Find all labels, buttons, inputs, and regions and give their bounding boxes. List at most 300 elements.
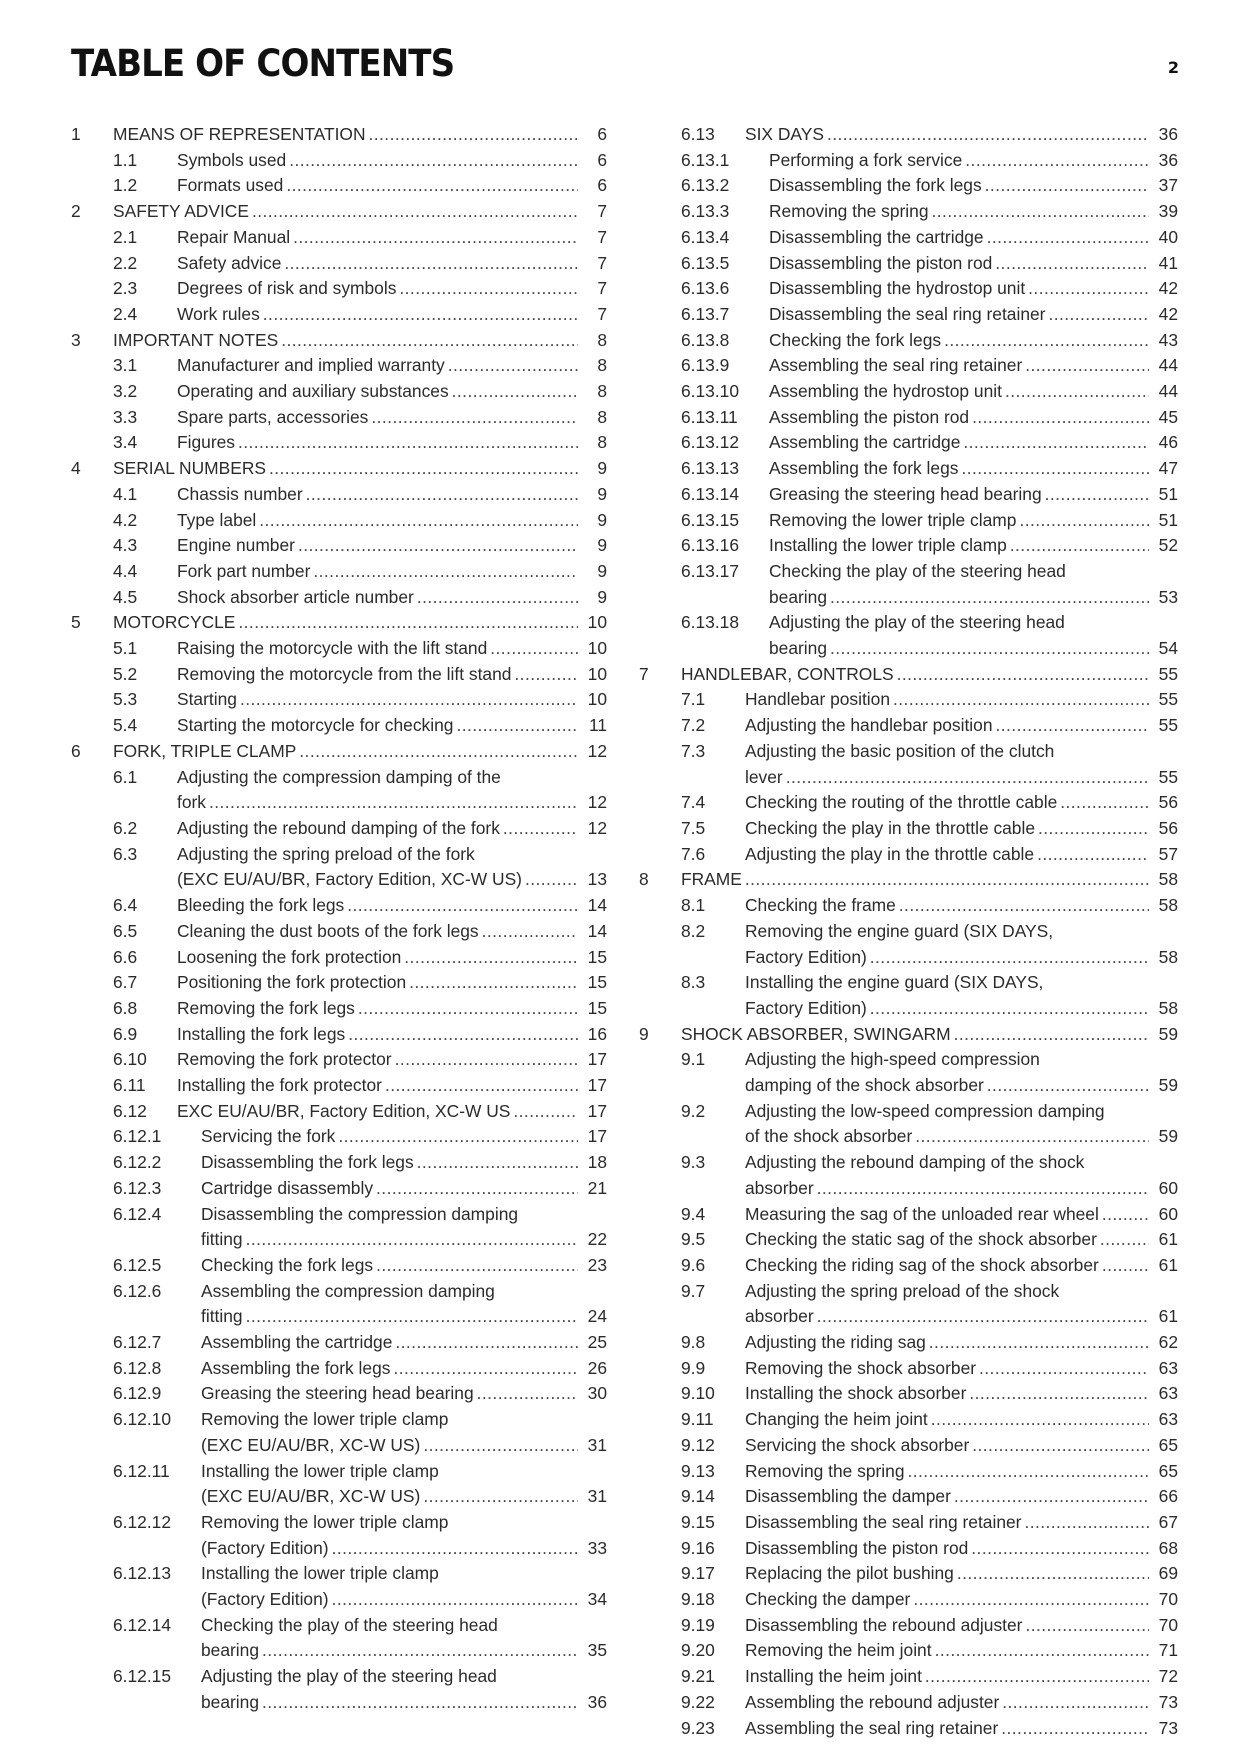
toc-entry[interactable]: [639, 533, 1178, 559]
toc-entry[interactable]: [71, 353, 607, 379]
toc-entry-page: 59: [1158, 1023, 1178, 1044]
toc-entry-title: Factory Edition): [745, 997, 867, 1018]
toc-entry[interactable]: [639, 687, 1178, 713]
toc-entry-page: 73: [1158, 1691, 1178, 1712]
dot-leader: [786, 765, 1149, 791]
dot-leader: [409, 970, 578, 996]
dot-leader: [1045, 482, 1149, 508]
toc-entry-page: 60: [1158, 1203, 1178, 1224]
toc-entry[interactable]: [639, 1253, 1178, 1279]
toc-entry-title: Cartridge disassembly: [201, 1177, 374, 1198]
toc-entry-page: 59: [1158, 1075, 1178, 1096]
toc-entry[interactable]: [639, 122, 1178, 148]
toc-entry-title: Removing the shock absorber: [745, 1357, 977, 1378]
dot-leader: [393, 1356, 578, 1382]
toc-entry-number: 9.2: [681, 1100, 706, 1121]
dot-leader: [262, 1690, 578, 1716]
toc-entry[interactable]: [71, 842, 607, 893]
toc-entry[interactable]: [71, 456, 607, 482]
toc-entry[interactable]: [639, 276, 1178, 302]
toc-entry[interactable]: [71, 636, 607, 662]
toc-entry-title: Engine number: [177, 535, 295, 556]
toc-entry[interactable]: [639, 816, 1178, 842]
toc-entry[interactable]: [71, 379, 607, 405]
toc-entry[interactable]: [639, 1356, 1178, 1382]
toc-entry[interactable]: [71, 919, 607, 945]
toc-entry[interactable]: [71, 1253, 607, 1279]
toc-entry-title: Disassembling the piston rod: [745, 1537, 969, 1558]
toc-entry[interactable]: [639, 1638, 1178, 1664]
toc-entry[interactable]: [71, 585, 607, 611]
toc-entry[interactable]: [639, 1690, 1178, 1716]
toc-entry[interactable]: [71, 1407, 607, 1458]
toc-entry-title: Removing the fork protector: [177, 1049, 392, 1070]
toc-entry[interactable]: [71, 1561, 607, 1612]
toc-entry[interactable]: [71, 1099, 607, 1125]
toc-entry-page: 63: [1158, 1409, 1178, 1430]
toc-entry[interactable]: [639, 1433, 1178, 1459]
toc-entry[interactable]: [639, 1381, 1178, 1407]
toc-entry-number: 8.2: [681, 920, 706, 941]
toc-entry-number: 6.2: [113, 817, 138, 838]
toc-entry-title: Greasing the steering head bearing: [769, 483, 1042, 504]
dot-leader: [954, 1484, 1149, 1510]
toc-entry[interactable]: [71, 662, 607, 688]
toc-entry[interactable]: [639, 1561, 1178, 1587]
toc-entry[interactable]: [71, 1664, 607, 1715]
dot-leader: [313, 559, 578, 585]
toc-entry[interactable]: [639, 430, 1178, 456]
toc-entry[interactable]: [639, 790, 1178, 816]
dot-leader: [289, 148, 578, 174]
toc-entry[interactable]: [639, 1047, 1178, 1098]
dot-leader: [1019, 508, 1149, 534]
toc-entry-title: Assembling the fork legs: [201, 1357, 391, 1378]
toc-entry-title: Adjusting the high-speed compression: [745, 1049, 1040, 1070]
toc-entry-title: Assembling the compression damping: [201, 1280, 495, 1301]
toc-entry-page: 10: [587, 638, 607, 659]
toc-entry-page: 40: [1158, 226, 1178, 247]
toc-entry-title: SIX DAYS: [745, 124, 824, 144]
toc-entry-title: Work rules: [177, 303, 260, 324]
toc-entry-title: bearing: [201, 1640, 260, 1661]
dot-leader: [870, 996, 1149, 1022]
toc-entry-title: (Factory Edition): [201, 1537, 329, 1558]
toc-entry-page: 45: [1158, 406, 1178, 427]
toc-entry[interactable]: [71, 328, 607, 354]
toc-entry-title: Disassembling the damper: [745, 1486, 951, 1507]
toc-entry-page: 13: [587, 869, 607, 890]
dot-leader: [1024, 1510, 1149, 1536]
dot-leader: [969, 1381, 1149, 1407]
toc-entry[interactable]: [71, 1279, 607, 1330]
toc-entry-title: Bleeding the fork legs: [177, 895, 345, 916]
toc-entry-page: 6: [597, 124, 607, 144]
toc-entry-title: Changing the heim joint: [745, 1409, 928, 1430]
toc-entry[interactable]: [639, 1022, 1178, 1048]
toc-entry[interactable]: [639, 225, 1178, 251]
toc-entry-page: 9: [597, 483, 607, 504]
dot-leader: [979, 1356, 1149, 1382]
toc-entry[interactable]: [71, 276, 607, 302]
toc-entry-number: 9.10: [681, 1383, 715, 1404]
dot-leader: [238, 430, 578, 456]
toc-entry-title: Checking the fork legs: [769, 329, 942, 350]
toc-entry-title: Assembling the rebound adjuster: [745, 1691, 1000, 1712]
toc-entry-title: SHOCK ABSORBER, SWINGARM: [681, 1023, 951, 1044]
toc-entry[interactable]: [71, 1202, 607, 1253]
toc-entry[interactable]: [639, 173, 1178, 199]
toc-entry[interactable]: [639, 1407, 1178, 1433]
toc-entry-title: Manufacturer and implied warranty: [177, 355, 445, 376]
toc-entry[interactable]: [639, 842, 1178, 868]
toc-entry-page: 34: [587, 1589, 607, 1610]
dot-leader: [1025, 353, 1149, 379]
toc-entry[interactable]: [639, 1202, 1178, 1228]
page-title: TABLE OF CONTENTS: [71, 42, 455, 85]
toc-entry-page: 26: [587, 1357, 607, 1378]
toc-entry-title: Replacing the pilot bushing: [745, 1563, 954, 1584]
dot-leader: [246, 1304, 578, 1330]
toc-entry-number: 9.3: [681, 1152, 706, 1173]
dot-leader: [417, 1150, 578, 1176]
toc-entry[interactable]: [639, 456, 1178, 482]
toc-entry-page: 17: [587, 1075, 607, 1096]
toc-entry-page: 51: [1158, 509, 1178, 530]
toc-entry[interactable]: [71, 1176, 607, 1202]
toc-entry-number: 6.12.14: [113, 1614, 172, 1635]
toc-entry[interactable]: [639, 893, 1178, 919]
toc-entry-number: 6.12: [113, 1100, 147, 1121]
toc-entry[interactable]: [639, 1099, 1178, 1150]
toc-entry[interactable]: [71, 1510, 607, 1561]
dot-leader: [332, 1587, 578, 1613]
toc-entry-title: Checking the fork legs: [201, 1254, 374, 1275]
toc-entry[interactable]: [639, 251, 1178, 277]
toc-entry-page: 36: [1158, 124, 1178, 144]
toc-entry-page: 14: [587, 920, 607, 941]
toc-entry-number: 6.13.3: [681, 201, 730, 222]
toc-entry-title: Operating and auxiliary substances: [177, 381, 449, 402]
toc-entry[interactable]: [71, 713, 607, 739]
toc-entry[interactable]: [71, 533, 607, 559]
toc-entry[interactable]: [71, 687, 607, 713]
toc-entry-page: 70: [1158, 1589, 1178, 1610]
toc-entry-title: lever: [745, 766, 783, 787]
toc-entry[interactable]: [71, 893, 607, 919]
dot-leader: [972, 405, 1149, 431]
toc-entry[interactable]: [71, 1124, 607, 1150]
toc-entry[interactable]: [639, 482, 1178, 508]
toc-entry-number: 6.12.8: [113, 1357, 162, 1378]
toc-entry[interactable]: [71, 816, 607, 842]
toc-entry-title: Checking the play of the steering head: [769, 560, 1066, 581]
dot-leader: [1005, 379, 1149, 405]
toc-entry-page: 65: [1158, 1460, 1178, 1481]
toc-entry-page: 8: [597, 406, 607, 427]
toc-entry-number: 3.2: [113, 381, 138, 402]
toc-entry-title: absorber: [745, 1177, 814, 1198]
toc-entry-title: Assembling the piston rod: [769, 406, 970, 427]
toc-entry-page: 65: [1158, 1434, 1178, 1455]
toc-entry[interactable]: [71, 430, 607, 456]
toc-entry[interactable]: [71, 765, 607, 816]
toc-entry[interactable]: [639, 1227, 1178, 1253]
page-number: 2: [1167, 58, 1179, 77]
toc-entry-page: 70: [1158, 1614, 1178, 1635]
toc-entry-page: 57: [1158, 843, 1178, 864]
toc-entry[interactable]: [71, 610, 607, 636]
dot-leader: [514, 662, 578, 688]
toc-entry[interactable]: [639, 302, 1178, 328]
dot-leader: [965, 148, 1149, 174]
toc-entry[interactable]: [639, 739, 1178, 790]
toc-entry-page: 16: [587, 1023, 607, 1044]
toc-entry[interactable]: [71, 1356, 607, 1382]
toc-entry-number: 6.9: [113, 1023, 138, 1044]
dot-leader: [915, 1124, 1149, 1150]
toc-entry-title: Factory Edition): [745, 946, 867, 967]
toc-entry-page: 8: [597, 329, 607, 350]
toc-entry[interactable]: [639, 199, 1178, 225]
toc-entry[interactable]: [71, 302, 607, 328]
toc-entry-number: 4.5: [113, 586, 138, 607]
toc-entry[interactable]: [71, 739, 607, 765]
toc-entry[interactable]: [639, 662, 1178, 688]
toc-entry-title: Servicing the shock absorber: [745, 1434, 970, 1455]
toc-entry-title: Starting the motorcycle for checking: [177, 715, 454, 736]
toc-entry[interactable]: [639, 1279, 1178, 1330]
toc-entry-title: absorber: [745, 1306, 814, 1327]
toc-entry-page: 33: [587, 1537, 607, 1558]
toc-entry-number: 6.1: [113, 766, 138, 787]
toc-entry-number: 2.1: [113, 226, 138, 247]
toc-entry-title: Disassembling the hydrostop unit: [769, 278, 1026, 299]
toc-entry[interactable]: [71, 1330, 607, 1356]
toc-entry-number: 6.13.13: [681, 458, 740, 479]
toc-entry[interactable]: [639, 1613, 1178, 1639]
toc-entry-title: Servicing the fork: [201, 1126, 336, 1147]
toc-entry-number: 6.12.9: [113, 1383, 162, 1404]
dot-leader: [1002, 1690, 1149, 1716]
toc-entry-title: Checking the damper: [745, 1589, 911, 1610]
toc-entry-number: 6.13.10: [681, 381, 740, 402]
dot-leader: [913, 1587, 1149, 1613]
toc-entry-title: Installing the fork legs: [177, 1023, 346, 1044]
toc-entry[interactable]: [71, 225, 607, 251]
dot-leader: [209, 790, 578, 816]
toc-entry-number: 4.4: [113, 560, 138, 581]
dot-leader: [963, 430, 1149, 456]
dot-leader: [404, 945, 578, 971]
toc-entry-number: 9.15: [681, 1511, 715, 1532]
toc-entry-number: 6.10: [113, 1049, 147, 1070]
toc-entry[interactable]: [71, 122, 607, 148]
toc-entry[interactable]: [71, 199, 607, 225]
toc-entry-page: 58: [1158, 997, 1178, 1018]
toc-entry-title: SERIAL NUMBERS: [113, 458, 267, 479]
toc-entry[interactable]: [639, 1664, 1178, 1690]
toc-entry-page: 55: [1158, 663, 1178, 684]
toc-entry-title: Disassembling the seal ring retainer: [745, 1511, 1022, 1532]
toc-entry-number: 9.21: [681, 1666, 715, 1687]
toc-entry[interactable]: [639, 353, 1178, 379]
toc-entry[interactable]: [71, 970, 607, 996]
toc-entry-page: 59: [1158, 1126, 1178, 1147]
dot-leader: [259, 508, 578, 534]
toc-entry-number: 6.12.11: [113, 1460, 170, 1481]
toc-entry-page: 7: [597, 278, 607, 299]
toc-entry-title: Removing the lower triple clamp: [769, 509, 1017, 530]
toc-entry-page: 63: [1158, 1357, 1178, 1378]
toc-entry[interactable]: [71, 1613, 607, 1664]
dot-leader: [961, 456, 1149, 482]
toc-entry[interactable]: [639, 379, 1178, 405]
toc-entry-number: 3.3: [113, 406, 138, 427]
toc-entry-number: 5: [71, 612, 81, 633]
toc-entry-number: 4.2: [113, 509, 138, 530]
toc-entry[interactable]: [71, 251, 607, 277]
toc-entry[interactable]: [71, 1022, 607, 1048]
toc-entry-title: Installing the heim joint: [745, 1666, 922, 1687]
dot-leader: [246, 1227, 578, 1253]
toc-entry[interactable]: [639, 1716, 1178, 1742]
toc-entry-title: Cleaning the dust boots of the fork legs: [177, 920, 479, 941]
toc-entry-page: 54: [1158, 638, 1178, 659]
dot-leader: [376, 1176, 578, 1202]
toc-column-right: [639, 122, 1178, 1741]
toc-entry-number: 9.8: [681, 1332, 706, 1353]
toc-entry[interactable]: [71, 1150, 607, 1176]
toc-entry-page: 73: [1158, 1717, 1178, 1738]
toc-entry[interactable]: [639, 148, 1178, 174]
toc-entry-title: Figures: [177, 432, 235, 453]
dot-leader: [925, 1664, 1149, 1690]
dot-leader: [1102, 1253, 1149, 1279]
dot-leader: [338, 1124, 578, 1150]
toc-entry-page: 42: [1158, 278, 1178, 299]
toc-entry-page: 42: [1158, 303, 1178, 324]
toc-entry-number: 6.13.1: [681, 149, 730, 170]
toc-entry[interactable]: [71, 1381, 607, 1407]
toc-entry-title: fitting: [201, 1306, 243, 1327]
toc-entry-number: 6.13.8: [681, 329, 730, 350]
toc-entry-title: Performing a fork service: [769, 149, 963, 170]
toc-entry[interactable]: [639, 970, 1178, 1021]
dot-leader: [995, 251, 1149, 277]
toc-entry-page: 12: [587, 817, 607, 838]
toc-entry-page: 69: [1158, 1563, 1178, 1584]
dot-leader: [908, 1459, 1150, 1485]
toc-entry-number: 6.4: [113, 895, 138, 916]
toc-entry-number: 6.12.12: [113, 1511, 172, 1532]
toc-entry[interactable]: [71, 559, 607, 585]
toc-entry[interactable]: [639, 1536, 1178, 1562]
toc-entry-number: 6.11: [113, 1075, 146, 1096]
toc-entry[interactable]: [71, 148, 607, 174]
toc-entry-number: 6.13.15: [681, 509, 740, 530]
dot-leader: [985, 173, 1149, 199]
toc-entry-page: 9: [597, 535, 607, 556]
toc-entry[interactable]: [71, 173, 607, 199]
dot-leader: [1100, 1227, 1149, 1253]
toc-entry-number: 3.1: [113, 355, 138, 376]
dot-leader: [954, 1022, 1149, 1048]
toc-entry[interactable]: [639, 1150, 1178, 1201]
toc-entry[interactable]: [639, 610, 1178, 661]
toc-entry-number: 9.14: [681, 1486, 715, 1507]
dot-leader: [944, 328, 1149, 354]
toc-entry[interactable]: [71, 1073, 607, 1099]
toc-entry[interactable]: [639, 919, 1178, 970]
toc-entry[interactable]: [71, 1459, 607, 1510]
toc-entry-page: 53: [1158, 586, 1178, 607]
toc-entry-page: 6: [597, 149, 607, 170]
toc-entry[interactable]: [639, 1510, 1178, 1536]
dot-leader: [269, 456, 578, 482]
toc-entry-page: 12: [587, 740, 607, 761]
toc-entry-title: fork: [177, 792, 206, 813]
toc-entry[interactable]: [639, 405, 1178, 431]
toc-entry-number: 6.13.12: [681, 432, 740, 453]
toc-entry-title: Shock absorber article number: [177, 586, 414, 607]
dot-leader: [263, 302, 578, 328]
toc-entry-title: Symbols used: [177, 149, 287, 170]
toc-entry-page: 17: [587, 1100, 607, 1121]
toc-entry-title: Checking the play in the throttle cable: [745, 817, 1036, 838]
toc-entry[interactable]: [71, 996, 607, 1022]
toc-entry-page: 7: [597, 201, 607, 222]
toc-entry-number: 9: [639, 1023, 649, 1044]
toc-entry[interactable]: [639, 1587, 1178, 1613]
toc-entry-number: 9.9: [681, 1357, 706, 1378]
toc-entry-title: Checking the routing of the throttle cable: [745, 792, 1058, 813]
toc-entry-page: 31: [587, 1486, 607, 1507]
toc-entry[interactable]: [71, 945, 607, 971]
toc-entry[interactable]: [639, 328, 1178, 354]
dot-leader: [1025, 1613, 1149, 1639]
dot-leader: [286, 173, 578, 199]
toc-entry-number: 9.18: [681, 1589, 715, 1610]
toc-entry-title: Assembling the hydrostop unit: [769, 381, 1002, 402]
toc-entry[interactable]: [71, 405, 607, 431]
toc-entry[interactable]: [639, 559, 1178, 610]
toc-entry-number: 5.2: [113, 663, 138, 684]
toc-entry[interactable]: [639, 713, 1178, 739]
toc-entry-number: 6.12.15: [113, 1666, 172, 1687]
toc-entry[interactable]: [71, 482, 607, 508]
toc-entry[interactable]: [639, 1330, 1178, 1356]
dot-leader: [358, 996, 578, 1022]
toc-entry[interactable]: [639, 1459, 1178, 1485]
toc-entry-title: FRAME: [681, 869, 742, 890]
toc-entry-page: 44: [1158, 355, 1178, 376]
toc-entry-title: Assembling the fork legs: [769, 458, 959, 479]
dot-leader: [284, 251, 578, 277]
toc-entry-number: 9.6: [681, 1254, 706, 1275]
toc-entry-number: 6.13.5: [681, 252, 730, 273]
dot-leader: [293, 225, 578, 251]
toc-entry[interactable]: [639, 867, 1178, 893]
toc-entry-page: 15: [587, 997, 607, 1018]
dot-leader: [987, 225, 1149, 251]
toc-entry[interactable]: [71, 508, 607, 534]
toc-entry[interactable]: [639, 508, 1178, 534]
toc-entry[interactable]: [71, 1047, 607, 1073]
toc-entry[interactable]: [639, 1484, 1178, 1510]
toc-entry-page: 36: [1158, 149, 1178, 170]
dot-leader: [931, 1407, 1149, 1433]
